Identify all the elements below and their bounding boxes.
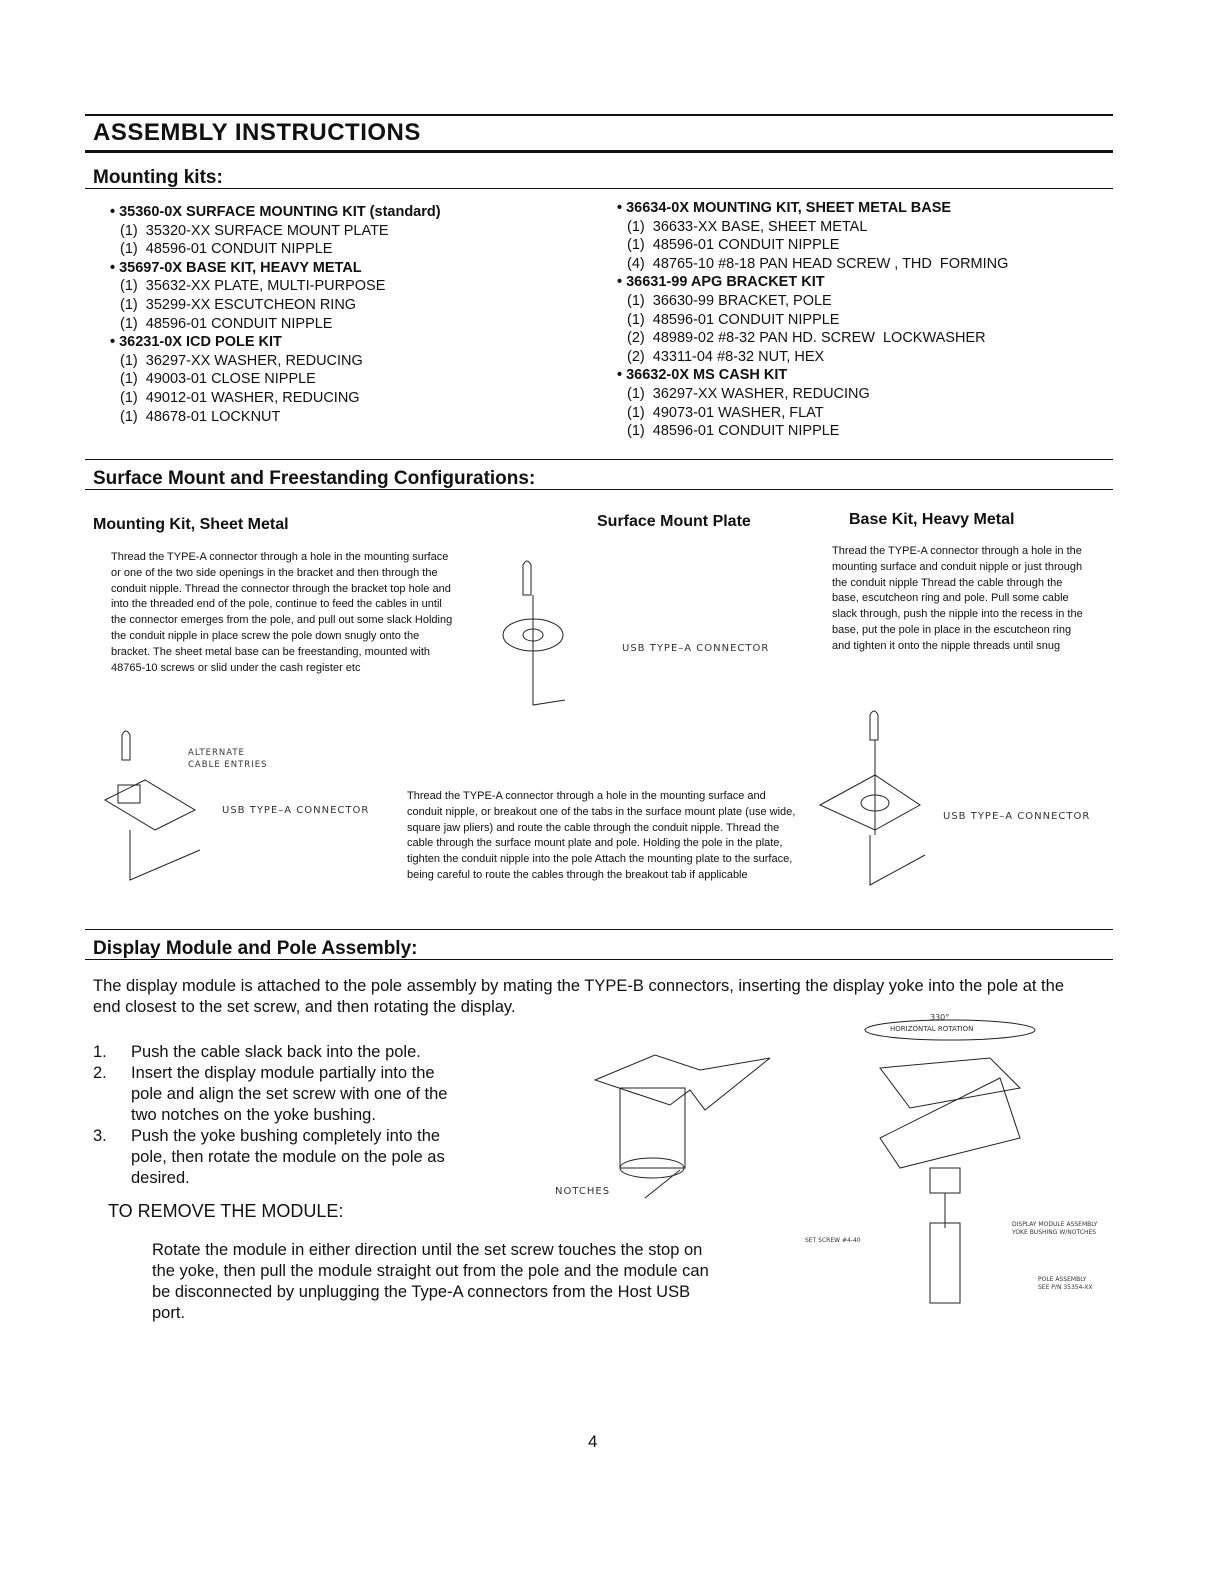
mounting-kits-heading: Mounting kits: (93, 167, 223, 188)
heavy-base-text: Thread the TYPE-A connector through a hole in the mounting surface and conduit nipple or just through the conduit nipple Thread the cable through the base, escutcheon ring and pole. Pull some cable slack through, push the nipple into the recess in the base, put the pole in place in the escutcheon ring and tighten it onto the nipple threads until snug (832, 545, 1083, 652)
section-rule (85, 929, 1113, 930)
kit-heading: • 36631-99 APG BRACKET KIT (617, 274, 825, 291)
kit-item: (1) 49003-01 CLOSE NIPPLE (120, 371, 316, 388)
yoke-label-2: YOKE BUSHING W/NOTCHES (1012, 1229, 1097, 1236)
yoke-diagram (590, 1050, 780, 1210)
top-rule (85, 114, 1113, 116)
cable-entries-label: CABLE ENTRIES (188, 760, 268, 770)
assembly-steps (93, 1042, 463, 1189)
kit-item: (1) 36297-XX WASHER, REDUCING (120, 352, 363, 369)
section-rule (85, 188, 1113, 189)
kit-item: (1) 48596-01 CONDUIT NIPPLE (120, 241, 333, 258)
usb-connector-label: USB TYPE–A CONNECTOR (622, 643, 770, 654)
kit-item: (1) 35320-XX SURFACE MOUNT PLATE (120, 222, 389, 239)
kit-item: (2) 43311-04 #8-32 NUT, HEX (627, 348, 825, 365)
usb-connector-label: USB TYPE–A CONNECTOR (222, 805, 370, 816)
kit-item: (4) 48765-10 #8-18 PAN HEAD SCREW , THD FORMING (627, 255, 1009, 272)
sheet-metal-text: Thread the TYPE-A connector through a hole in the mounting surface or one of the two side openings in the bracket and then through the conduit nipple. Thread the connector through the bracket top hole and into the threaded end of the pole, continue to feed the cables in until the connector emerges from the pole, and pull out some slack Holding the conduit nipple in place screw the pole down snugly onto the bracket. The sheet metal base can be freestanding, mounted with 48765-10 screws or slid under the cash register etc (111, 551, 453, 674)
kit-item: (1) 49012-01 WASHER, REDUCING (120, 389, 360, 406)
kit-item: (1) 36633-XX BASE, SHEET METAL (627, 218, 868, 235)
kit-item: (1) 48596-01 CONDUIT NIPPLE (120, 315, 333, 332)
surface-plate-text: Thread the TYPE-A connector through a hole in the mounting surface and conduit nipple, or breakout one of the tabs in the surface mount plate (use wide, square jaw pliers) and route the cable through the conduit nipple. Thread the cable through the surface mount plate and pole. Holding the pole in the plate, tighten the conduit nipple into the pole Attach the mounting plate to the surface, being careful to route the cables through the breakout tab if applicable (407, 790, 796, 881)
step-number: 1. (93, 1043, 107, 1061)
kit-item: (1) 48678-01 LOCKNUT (120, 408, 281, 425)
step-item (93, 1126, 463, 1189)
section-rule (85, 459, 1113, 460)
surface-plate-diagram (495, 555, 595, 720)
kit-item: (1) 36297-XX WASHER, REDUCING (627, 385, 870, 402)
kit-heading: • 35697-0X BASE KIT, HEAVY METAL (110, 259, 362, 276)
kit-heading: • 36231-0X ICD POLE KIT (110, 334, 282, 351)
kit-list-right (617, 199, 1008, 441)
step-number: 3. (93, 1127, 107, 1145)
title-rule (85, 150, 1113, 153)
remove-heading: TO REMOVE THE MODULE: (108, 1201, 344, 1221)
section-rule (85, 959, 1113, 960)
page-number: 4 (588, 1432, 598, 1451)
configurations-heading: Surface Mount and Freestanding Configurations: (93, 468, 536, 489)
kit-item: (1) 48596-01 CONDUIT NIPPLE (627, 237, 840, 254)
remove-text: Rotate the module in either direction until the set screw touches the stop on the yoke, then pull the module straight out from the pole and the module can be disconnected by unplugging the Type-A connectors from the Host USB port. (152, 1241, 709, 1322)
surface-plate-title: Surface Mount Plate (597, 513, 751, 530)
sheet-metal-title: Mounting Kit, Sheet Metal (93, 516, 289, 533)
display-intro: The display module is attached to the pole assembly by mating the TYPE-B connectors, inserting the display yoke into the pole at the end closest to the set screw, and then rotating the display. (93, 977, 1064, 1016)
kit-item: (2) 48989-02 #8-32 PAN HD. SCREW LOCKWASHER (627, 330, 986, 347)
kit-heading: • 35360-0X SURFACE MOUNTING KIT (standard) (110, 204, 441, 220)
kit-item: (1) 48596-01 CONDUIT NIPPLE (627, 311, 840, 328)
heavy-base-title: Base Kit, Heavy Metal (849, 511, 1015, 528)
usb-connector-label: USB TYPE–A CONNECTOR (943, 811, 1091, 822)
section-rule (85, 489, 1113, 490)
yoke-label-1: DISPLAY MODULE ASSEMBLY (1012, 1221, 1098, 1228)
alternate-label: ALTERNATE (188, 748, 245, 758)
step-text: Push the yoke bushing completely into the pole, then rotate the module on the pole as desired. (131, 1127, 445, 1187)
kit-item: (1) 49073-01 WASHER, FLAT (627, 404, 824, 421)
set-screw-label: SET SCREW #4-40 (805, 1237, 861, 1244)
kit-item: (1) 36630-99 BRACKET, POLE (627, 292, 832, 309)
kit-item: (1) 35632-XX PLATE, MULTI-PURPOSE (120, 278, 386, 295)
rotation-degrees: 330° (930, 1013, 950, 1022)
step-number: 2. (93, 1064, 107, 1082)
kit-item: (1) 48596-01 CONDUIT NIPPLE (627, 423, 840, 440)
step-item (93, 1042, 463, 1063)
display-heading: Display Module and Pole Assembly: (93, 938, 418, 959)
kit-list-left (110, 203, 441, 426)
kit-item: (1) 35299-XX ESCUTCHEON RING (120, 296, 357, 313)
rotation-label: HORIZONTAL ROTATION (890, 1025, 974, 1033)
kit-heading: • 36634-0X MOUNTING KIT, SHEET METAL BASE (617, 200, 952, 216)
step-text: Insert the display module partially into the pole and align the set screw with one of the two notches on the yoke bushing. (131, 1064, 448, 1124)
heavy-base-diagram (815, 705, 935, 895)
page-title: ASSEMBLY INSTRUCTIONS (93, 119, 421, 146)
display-rotation-diagram (860, 1018, 1050, 1308)
pole-label-1: POLE ASSEMBLY (1038, 1276, 1087, 1283)
kit-heading: • 36632-0X MS CASH KIT (617, 367, 788, 384)
notches-label: NOTCHES (555, 1186, 611, 1197)
step-text: Push the cable slack back into the pole. (131, 1043, 421, 1061)
step-item (93, 1063, 463, 1126)
pole-label-2: SEE P/N 35354-XX (1038, 1284, 1093, 1291)
